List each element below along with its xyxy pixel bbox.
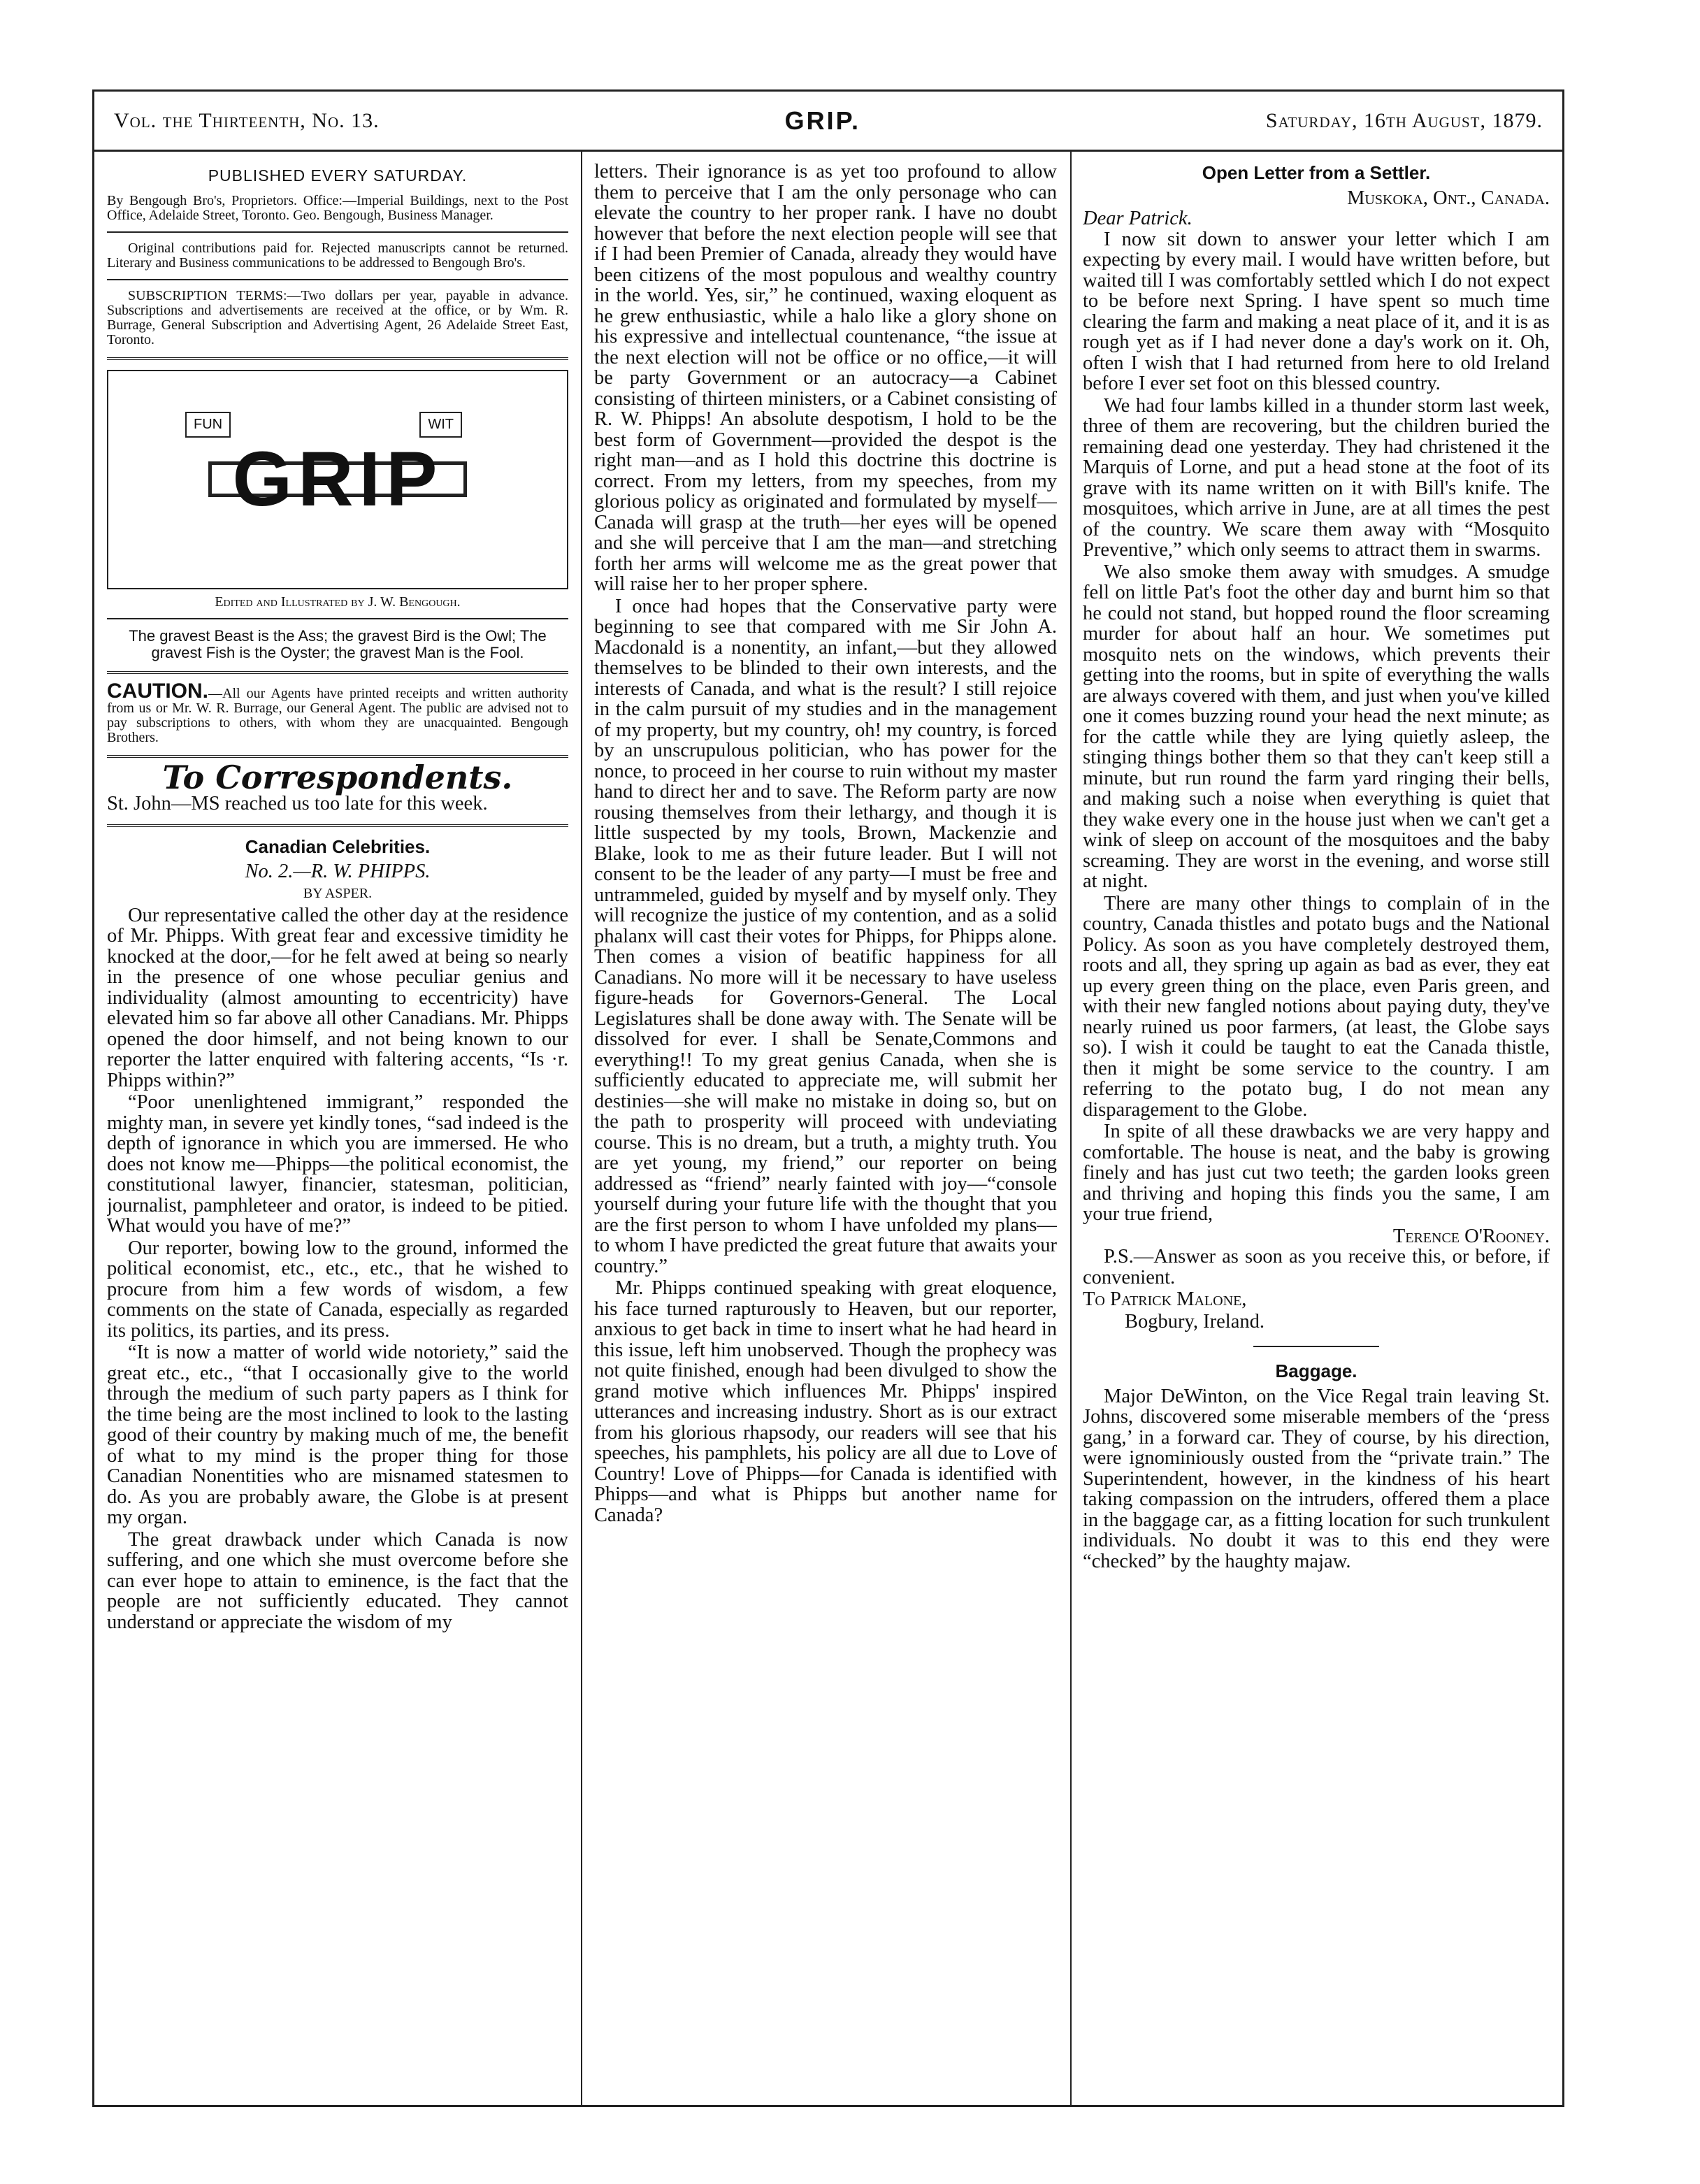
column-3 (1083, 161, 1550, 2098)
column-1 (107, 161, 568, 2098)
column-divider (581, 152, 582, 2105)
letter-salutation: Dear Patrick. (1083, 208, 1193, 229)
paragraph: “It is now a matter of world wide notoriety,” said the great etc., etc., “that I occasionally give to the world through the medium of such party papers as I think for the time being are the most inclined to look to the lasting good of their country by making much of me, the benefit of what to my mind is the proper thing for those Canadian Nonentities who are misnamed statesmen to do. As you are probably aware, the Globe is at present my organ. (107, 1342, 568, 1528)
paragraph: The great drawback under which Canada is now suffering, and one which she must overcome before she can ever hope to attain to eminence, is the fact that the people are not sufficiently educated. They cannot understand or appreciate the wisdom of my (107, 1528, 568, 1633)
baggage-title: Baggage. (1275, 1360, 1357, 1381)
column-divider (1070, 152, 1072, 2105)
newspaper-page (92, 89, 1564, 2107)
issue-date: Saturday, 16th August, 1879. (1265, 108, 1543, 132)
paper-title: GRIP. (784, 106, 860, 135)
byline: BY ASPER. (303, 885, 373, 901)
paragraph: “Poor unenlightened immigrant,” responded the mighty man, in severe yet kindly tones, “sad indeed is the depth of ignorance in which you are immersed. He who does not know me—Phipps—the political economist, the constitutional lawyer, financier, statesman, politician, journalist, pamphleteer and orator, is indeed to be pitied. What would you have of me?” (107, 1091, 568, 1237)
paragraph: In spite of all these drawbacks we are very happy and comfortable. The house is neat, and the baby is growing finely and has just cut two teeth; the garden looks green and thriving and hoping this finds you the same, I am your true friend, (1083, 1121, 1550, 1225)
paragraph: We also smoke them away with smudges. A smudge fell on little Pat's foot the other day and burnt him so that he could not stand, but hopped round the floor screaming murder for about half an hour. We sometimes put mosquito nets on the windows, which prevents their getting into the rooms, but in spite of everything the walls are always covered with them, and just when you've killed one it comes buzzing round your head the next minute; as for the cattle while they are lying quietly asleep, the stinging things bother them so that they can't keep still a minute, but run round the farm yard ringing their bells, and making such a noise when everything is quiet that they wake every one in the house just when we can't get a wink of sleep on account of the mosquitoes and the baby screaming. They are worst in the evening, and worse still at night. (1083, 561, 1550, 892)
letter-place: Muskoka, Ont., Canada. (1347, 187, 1550, 209)
correspondents-title: To Correspondents. (162, 758, 513, 796)
caution-text: —All our Agents have printed receipts and written authority from us or Mr. W. R. Burrage, our General Agent. The public are advised not to pay subscriptions to others, with whom they are unacquainted. Bengough Brothers. (107, 685, 568, 745)
address-line: Bogbury, Ireland. (1125, 1310, 1265, 1332)
paragraph: Our representative called the other day at the residence of Mr. Phipps. With great fear and excessive timidity he knocked at the door,—for he felt awed at being so nearly in the presence of one whose peculiar genius and individuality (almost amounting to eccentricity) have elevated him so far above all other Canadians. Mr. Phipps opened the door himself, and not being known to our reporter the latter enquired with faltering accents, “Is ·r. Phipps within?” (107, 904, 568, 1091)
editor-credit: Edited and Illustrated by J. W. Bengough. (215, 594, 461, 610)
published-notice: PUBLISHED EVERY SATURDAY. (208, 166, 468, 185)
caution-notice (107, 679, 568, 745)
correspondents-text: St. John—MS reached us too late for this week. (107, 793, 488, 814)
grip-logo (107, 370, 568, 589)
postscript: P.S.—Answer as soon as you receive this, or before, if convenient. (1083, 1246, 1550, 1288)
paragraph: Major DeWinton, on the Vice Regal train leaving St. Johns, discovered some miserable members of the ‘press gang,’ in a forward car. They of course, by his direction, were ignominiously ousted from the “private train.” The Superintendent, however, in the kindness of his heart taking compassion on the intruders, offered them a place in the baggage car, as a fitting location for such trunkulent individuals. No doubt it was to this end they were “checked” by the haughty majaw. (1083, 1385, 1550, 1572)
paragraph: letters. Their ignorance is as yet too profound to allow them to perceive that I am the only personage who can elevate the country to her proper rank. I have no doubt however that before the next election people will see that if I had been Premier of Canada, already they would have been citizens of the most populous and wealthy country in the world. Yes, sir,” he continued, waxing eloquent as he grew enthusiastic, while a halo like a glory shone on his expressive and intellectual countenance, “the issue at the next election will not be office or no office,—it will be party Government or an autocracy—a Cabinet consisting of thirteen ministers, or a Cabinet consisting of R. W. Phipps! An absolute despotism, I hold to be the best form of Government—provided the despot is the right man—and as I hold this doctrine this doctrine is correct. From my letters, from my speeches, from my glorious policy as originated and formulated by myself—Canada will grasp at the truth—her eyes will be opened and she will perceive that I am the man—and stretching forth her arms will welcome me as the great power that will raise her to her proper sphere. (594, 161, 1057, 595)
letter-signature: Terence O'Rooney. (1392, 1225, 1550, 1247)
paragraph: There are many other things to complain of in the country, Canada thistles and potato bugs and the National Policy. As soon as you have completely destroyed them, roots and all, they spring up again as bad as ever, they eat up every green thing on the place, even Paris green, and with their new fangled notions about paying duty, they've nearly ruined us poor farmers, (at least, the Globe says so). I wish it could be taught to eat the Canada thistle, then it might be some service to the country. I am referring to the potato bug, I do not mean any disparagement to the Globe. (1083, 892, 1550, 1121)
proprietors-notice: By Bengough Bro's, Proprietors. Office:—Imperial Buildings, next to the Post Office, Adelaide Street, Toronto. Geo. Bengough, Business Manager. (107, 192, 568, 223)
paragraph: I now sit down to answer your letter which I am expecting by every mail. I would have written before, but waited till I was comfortably settled which I do not expect to be before next Spring. I have spent so much time clearing the farm and making a neat place of it, and it is as rough yet as if I had never done a day's work on it. Oh, often I wish that I had returned from here to old Ireland before I ever set foot on this blessed country. (1083, 228, 1550, 394)
wit-sign: WIT (419, 412, 462, 438)
subscription-notice: SUBSCRIPTION TERMS:—Two dollars per year, payable in advance. Subscriptions and advertisements are received at the office, or by Wm. R. Burrage, General Subscription and Advertising Agent, 26 Adelaide Street East, Toronto. (107, 287, 568, 347)
paragraph: Our reporter, bowing low to the ground, informed the political economist, etc., etc., etc., that he wished to procure from him a few words of wisdom, a few comments on the state of Canada, especially as regarded its politics, its parties, and its press. (107, 1237, 568, 1342)
letter-title: Open Letter from a Settler. (1202, 162, 1431, 183)
masthead (94, 92, 1562, 152)
paragraph: I once had hopes that the Conservative party were beginning to see that compared with me Sir John A. Macdonald is a nonentity, an infant,—but they allowed themselves to be blinded to their own interests, and the interests of Canada, and what is the result? I still rejoice in the calm pursuit of my studies and in the management of my property, but my country, oh! my country, is forced by an unscrupulous politician, who has power for the nonce, to proceed in her course to ruin without my master hand to direct her and to save. The Reform party are now rousing themselves from their lethargy, and though it is little suspected by my tools, Brown, Mackenzie and Blake, look to me as their future leader. But I will not consent to be the leader of any party—I must be free and untrammeled, guided by myself and by myself only. They will recognize the justice of my contention, and as a solid phalanx will cast their votes for Phipps, for Phipps alone. Then comes a vision of beatific happiness for all Canadians. No more will it be necessary to have useless figure-heads for Governors-General. The Local Legislatures shall be done away with. The Senate will be dissolved for ever. I shall be Senate,Commons and everything!! To my great genius Canada, when she is sufficiently educated to appreciate me, will submit her destinies—she will make no mistake in doing so, but on the path to prosperity will proceed with undeviating course. This is no dream, but a truth, a mighty truth. You are yet young, my friend,” our reporter on being addressed as “friend” nearly fainted with joy—“console yourself during your future life with the thought that you are the first person to whom I have unfolded my plans—to whom I have predicted the great future that awaits your country.” (594, 595, 1057, 1277)
celebrities-subtitle: No. 2.—R. W. PHIPPS. (245, 861, 431, 882)
motto: The gravest Beast is the Ass; the gravest Bird is the Owl; The gravest Fish is the Oyster; the gravest Man is the Fool. (129, 626, 547, 661)
paragraph: Mr. Phipps continued speaking with great eloquence, his face turned rapturously to Heaven, but our reporter, anxious to get back in time to insert what he had heard in this issue, left him unobserved. Though the prophecy was not quite finished, enough had been divulged to show the grand motive which influences Mr. Phipps' inspired utterances and increasing industry. Short as is our extract from his glorious rhapsody, our readers will see that his speeches, his pamphlets, his policy are all due to Love of Country! Love of Phipps—for Canada is identified with Phipps—and what is Phipps but another name for Canada? (594, 1277, 1057, 1526)
paragraph: We had four lambs killed in a thunder storm last week, three of them are recovering, but the children buried the remaining dead one yesterday. They had christened it the Marquis of Lorne, and put a head stone at the foot of its grave with its name written on it with Bill's knife. The mosquitoes, which arrive in June, are at all times the pest of the country. We scare them away with “Mosquito Preventive,” which only seems to attract them in swarms. (1083, 394, 1550, 561)
celebrities-title: Canadian Celebrities. (245, 835, 431, 857)
column-2 (594, 161, 1057, 2098)
logo-word: GRIP (208, 461, 468, 498)
fun-sign: FUN (185, 412, 231, 438)
volume-info: Vol. the Thirteenth, No. 13. (114, 108, 380, 132)
contributions-notice: Original contributions paid for. Rejected manuscripts cannot be returned. Literary and Business communications to be addressed to Bengough Bro's. (107, 240, 568, 271)
address-line: To Patrick Malone, (1083, 1288, 1247, 1310)
caution-heading: CAUTION. (107, 679, 208, 703)
